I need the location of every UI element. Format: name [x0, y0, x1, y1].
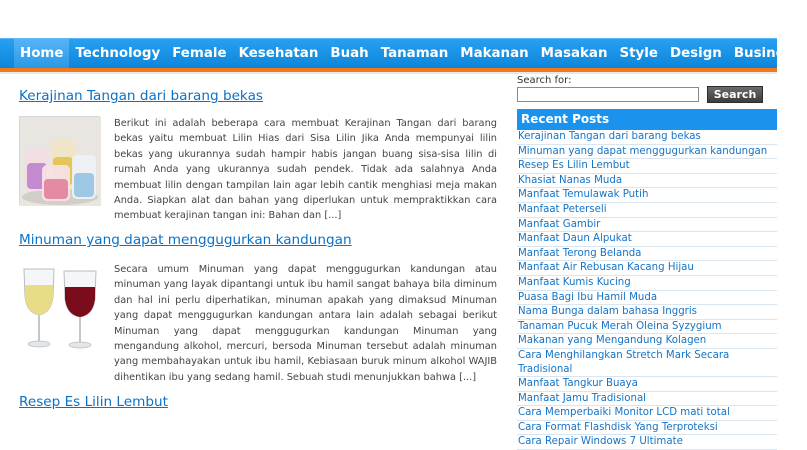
- list-item: [517, 305, 777, 320]
- list-item: [517, 349, 777, 377]
- main-navigation: [0, 38, 801, 68]
- sidebar: [515, 74, 777, 448]
- recent-post-link[interactable]: Khasiat Nanas Muda: [518, 174, 623, 186]
- recent-post-link[interactable]: Manfaat Terong Belanda: [518, 247, 642, 259]
- list-item: [517, 218, 777, 233]
- post-title-link[interactable]: Minuman yang dapat menggugurkan kandungan: [19, 232, 352, 248]
- recent-posts-list: [517, 130, 777, 450]
- nav-item-home[interactable]: Home: [14, 39, 69, 69]
- nav-item-buah[interactable]: Buah: [330, 46, 369, 61]
- list-item: [517, 232, 777, 247]
- read-more: [...]: [459, 371, 477, 383]
- recent-post-link[interactable]: Tanaman Pucuk Merah Oleina Syzygium: [518, 320, 722, 332]
- list-item: [517, 392, 777, 407]
- recent-post-link[interactable]: Cara Memperbaiki Monitor LCD mati total: [518, 407, 730, 419]
- post-item: [19, 232, 499, 383]
- nav-item-business[interactable]: Business: [733, 46, 801, 61]
- nav-item-masakan[interactable]: Masakan: [540, 46, 608, 61]
- recent-post-link[interactable]: Cara Format Flashdisk Yang Terproteksi: [518, 421, 718, 433]
- search-input[interactable]: [517, 87, 699, 102]
- list-item: [517, 421, 777, 436]
- list-item: [517, 334, 777, 349]
- search-label: Search for:: [517, 75, 572, 86]
- post-excerpt-text: Berikut ini adalah beberapa cara membuat Kerajinan Tangan dari barang bekas yaitu membuat Lilin Hias dari Sisa Lilin Jika Anda mempunyai lilin bekas yang ukurannya sudah hampir habis jangan buang sisa-sisa lilin di rumah Anda yang ukurannya sudah pendek. Tidak ada salahnya Anda membuat lilin dengan tampilan lain agar lebih cantik menghiasi meja makan Anda. Siapkan alat dan bahan yang diperlukan untuk mempraktikkan cara membuat kerajinan tangan ini: Bahan dan: [114, 118, 497, 222]
- list-item: [517, 377, 777, 392]
- search-button[interactable]: Search: [707, 86, 763, 103]
- recent-post-link[interactable]: Manfaat Air Rebusan Kacang Hijau: [518, 262, 694, 274]
- recent-posts-heading: Recent Posts: [517, 109, 777, 130]
- colored-candles-image[interactable]: [19, 116, 100, 205]
- post-title-link[interactable]: Kerajinan Tangan dari barang bekas: [19, 88, 263, 104]
- recent-post-link[interactable]: Cara Menghilangkan Stretch Mark Secara Tradisional: [518, 349, 730, 375]
- nav-item-technology[interactable]: Technology: [75, 46, 161, 61]
- nav-item-tanaman[interactable]: Tanaman: [380, 46, 449, 61]
- nav-item-style[interactable]: Style: [619, 46, 658, 61]
- post-excerpt: [114, 262, 497, 385]
- list-item: [517, 435, 777, 450]
- list-item: [517, 406, 777, 421]
- recent-post-link[interactable]: Nama Bunga dalam bahasa Inggris: [518, 306, 697, 318]
- header-spacer: [0, 0, 777, 38]
- read-more: [...]: [324, 210, 342, 222]
- recent-post-link[interactable]: Kerajinan Tangan dari barang bekas: [518, 131, 701, 142]
- nav-item-makanan[interactable]: Makanan: [460, 46, 529, 61]
- list-item: [517, 159, 777, 174]
- list-item: [517, 320, 777, 335]
- recent-post-link[interactable]: Manfaat Temulawak Putih: [518, 189, 649, 201]
- nav-item-kesehatan[interactable]: Kesehatan: [238, 46, 319, 61]
- list-item: [517, 188, 777, 203]
- nav-item-female[interactable]: Female: [172, 46, 227, 61]
- post-list: [14, 74, 504, 423]
- nav-menu: [14, 39, 807, 69]
- recent-post-link[interactable]: Puasa Bagi Ibu Hamil Muda: [518, 291, 658, 303]
- list-item: [517, 145, 777, 160]
- post-item: [19, 88, 499, 222]
- recent-post-link[interactable]: Manfaat Gambir: [518, 218, 601, 230]
- recent-post-link[interactable]: Manfaat Daun Alpukat: [518, 233, 632, 245]
- recent-post-link[interactable]: Manfaat Peterseli: [518, 203, 607, 215]
- list-item: [517, 291, 777, 306]
- post-excerpt-text: Secara umum Minuman yang dapat menggugurkan kandungan atau minuman yang layak dipantangi untuk ibu hamil sangat bahaya bila diminum dan hal ini perlu diperhatikan, minuman apakah yang dimaksud Minuman yang dapat menggugurkan kandungan antara lain adalah sebagai berikut Minuman yang dapat menggugurkan kandungan Minuman yang mengandung alkohol, mercuri, bersoda Minuman tersebut adalah minuman yang membahayakan untuk ibu hamil, Kebiasaan buruk minum alkohol WAJIB dihentikan ibu yang sedang hamil. Sebuah studi menunjukkan bahwa: [114, 264, 497, 383]
- list-item: [517, 261, 777, 276]
- recent-post-link[interactable]: Cara Repair Windows 7 Ultimate: [518, 436, 683, 448]
- recent-post-link[interactable]: Manfaat Tangkur Buaya: [518, 378, 638, 390]
- post-title-link[interactable]: Resep Es Lilin Lembut: [19, 394, 168, 410]
- recent-post-link[interactable]: Manfaat Jamu Tradisional: [518, 392, 647, 404]
- recent-post-link[interactable]: Manfaat Kumis Kucing: [518, 276, 631, 288]
- list-item: [517, 276, 777, 291]
- recent-post-link[interactable]: Minuman yang dapat menggugurkan kandungan: [518, 145, 768, 157]
- list-item: [517, 174, 777, 189]
- list-item: [517, 203, 777, 218]
- post-item: [19, 394, 499, 410]
- wine-glasses-image[interactable]: [19, 262, 100, 351]
- post-excerpt: [114, 116, 497, 224]
- recent-post-link[interactable]: Makanan yang Mengandung Kolagen: [518, 335, 707, 347]
- recent-post-link[interactable]: Resep Es Lilin Lembut: [518, 160, 630, 172]
- list-item: [517, 247, 777, 262]
- nav-item-design[interactable]: Design: [669, 46, 722, 61]
- list-item: [517, 130, 777, 145]
